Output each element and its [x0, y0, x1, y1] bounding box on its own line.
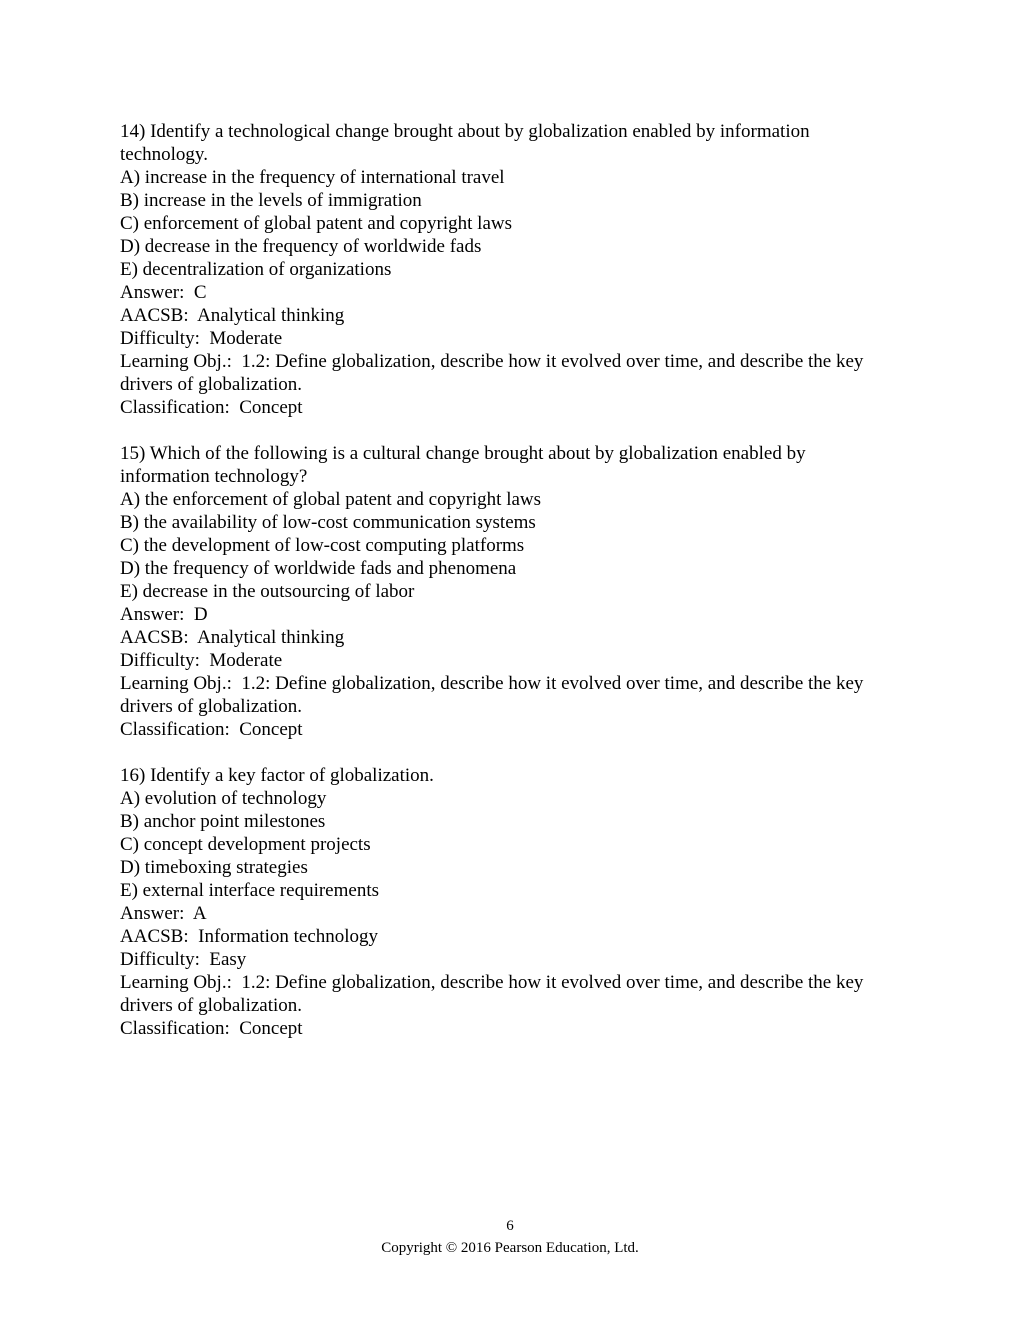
option-d: D) timeboxing strategies: [120, 857, 308, 878]
learning-objective: Learning Obj.: 1.2: Define globalization, describe how it evolved over time, and describe the key drivers of globalization.: [120, 351, 869, 395]
question-16: [120, 764, 880, 1040]
answer: Answer: A: [120, 903, 207, 924]
question-stem: 16) Identify a key factor of globalization.: [120, 765, 434, 786]
option-c: C) the development of low-cost computing platforms: [120, 535, 525, 556]
option-d: D) the frequency of worldwide fads and phenomena: [120, 558, 517, 579]
classification: Classification: Concept: [120, 719, 303, 740]
copyright-notice: Copyright © 2016 Pearson Education, Ltd.: [381, 1240, 639, 1256]
learning-objective: Learning Obj.: 1.2: Define globalization, describe how it evolved over time, and describe the key drivers of globalization.: [120, 972, 869, 1016]
difficulty: Difficulty: Moderate: [120, 328, 283, 349]
option-a: A) increase in the frequency of international travel: [120, 167, 505, 188]
classification: Classification: Concept: [120, 397, 303, 418]
option-e: E) decrease in the outsourcing of labor: [120, 581, 415, 602]
question-stem: 14) Identify a technological change brought about by globalization enabled by information technology.: [120, 121, 815, 165]
aacsb: AACSB: Analytical thinking: [120, 627, 345, 648]
document-body: [120, 120, 880, 1063]
question-15: [120, 442, 880, 741]
page-footer: [0, 1215, 1020, 1259]
option-a: A) evolution of technology: [120, 788, 327, 809]
option-c: C) concept development projects: [120, 834, 371, 855]
option-e: E) decentralization of organizations: [120, 259, 392, 280]
aacsb: AACSB: Analytical thinking: [120, 305, 345, 326]
difficulty: Difficulty: Moderate: [120, 650, 283, 671]
option-b: B) the availability of low-cost communication systems: [120, 512, 536, 533]
option-e: E) external interface requirements: [120, 880, 379, 901]
option-c: C) enforcement of global patent and copyright laws: [120, 213, 513, 234]
option-b: B) increase in the levels of immigration: [120, 190, 422, 211]
answer: Answer: D: [120, 604, 208, 625]
classification: Classification: Concept: [120, 1018, 303, 1039]
question-stem: 15) Which of the following is a cultural change brought about by globalization enabled by information technology?: [120, 443, 811, 487]
option-d: D) decrease in the frequency of worldwide fads: [120, 236, 482, 257]
option-a: A) the enforcement of global patent and copyright laws: [120, 489, 542, 510]
question-14: [120, 120, 880, 419]
answer: Answer: C: [120, 282, 207, 303]
aacsb: AACSB: Information technology: [120, 926, 379, 947]
difficulty: Difficulty: Easy: [120, 949, 247, 970]
option-b: B) anchor point milestones: [120, 811, 326, 832]
learning-objective: Learning Obj.: 1.2: Define globalization, describe how it evolved over time, and describe the key drivers of globalization.: [120, 673, 869, 717]
page-number: 6: [506, 1218, 514, 1234]
